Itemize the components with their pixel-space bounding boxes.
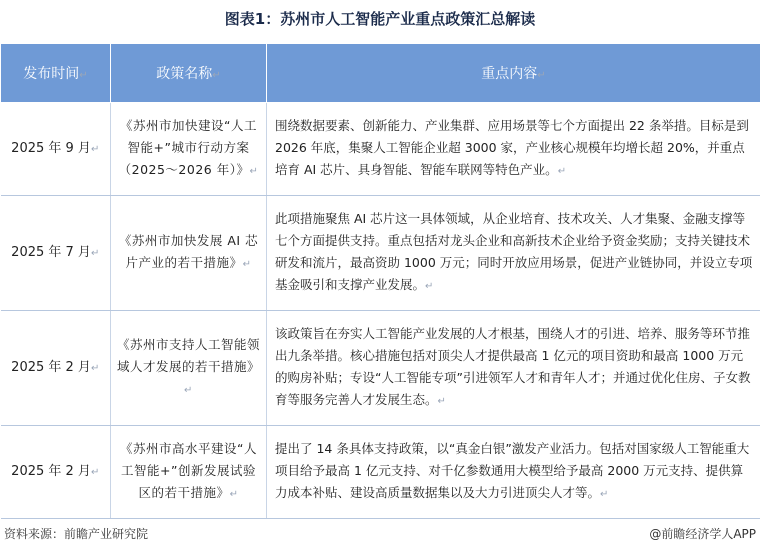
key-content-cell: 提出了 14 条具体支持政策，以“真金白银”激发产业活力。包括对国家级人工智能重大项目给予最高 1 亿元支持、对千亿参数通用大模型给予最高 2000 万元支持、提供算力成本补贴、建设高质量数据集以及大力引进顶尖人才等。↵ <box>267 426 760 519</box>
header-release-date: 发布时间↵ <box>1 44 111 103</box>
release-date-cell: 2025 年 2 月↵ <box>1 311 111 426</box>
header-key-content: 重点内容↵ <box>267 44 760 103</box>
release-date-cell: 2025 年 9 月↵ <box>1 103 111 196</box>
policy-name-cell: 《苏州市加快发展 AI 芯片产业的若干措施》↵ <box>111 196 267 311</box>
policy-table <box>0 43 760 519</box>
key-content-cell: 此项措施聚焦 AI 芯片这一具体领域，从企业培育、技术攻关、人才集聚、金融支撑等七个方面提供支持。重点包括对龙头企业和高新技术企业给予资金奖励；支持关键技术研发和流片，最高资助 1000 万元；同时开放应用场景，促进产业链协同，并设立专项基金吸引和支撑产业发展。↵ <box>267 196 760 311</box>
figure-title: 图表1：苏州市人工智能产业重点政策汇总解读 <box>224 10 536 28</box>
table-row <box>1 311 760 426</box>
table-row <box>1 426 760 519</box>
table-header-row <box>1 44 760 103</box>
policy-name-cell: 《苏州市支持人工智能领域人才发展的若干措施》↵ <box>111 311 267 426</box>
key-content-cell: 围绕数据要素、创新能力、产业集群、应用场景等七个方面提出 22 条举措。目标是到 2026 年底，集聚人工智能企业超 3000 家，产业核心规模年均增长超 20%，并重点培育 AI 芯片、具身智能、智能车联网等特色产业。↵ <box>267 103 760 196</box>
table-row <box>1 196 760 311</box>
release-date-cell: 2025 年 2 月↵ <box>1 426 111 519</box>
policy-name-cell: 《苏州市加快建设“人工智能+”城市行动方案（2025～2026 年）》↵ <box>111 103 267 196</box>
policy-name-cell: 《苏州市高水平建设“人工智能+”创新发展试验区的若干措施》↵ <box>111 426 267 519</box>
release-date-cell: 2025 年 7 月↵ <box>1 196 111 311</box>
key-content-cell: 该政策旨在夯实人工智能产业发展的人才根基，围绕人才的引进、培养、服务等环节推出九条举措。核心措施包括对顶尖人才提供最高 1 亿元的项目资助和最高 1000 万元的购房补贴；专设“人工智能专项”引进领军人才和青年人才；并通过优化住房、子女教育等服务完善人才发展生态。↵ <box>267 311 760 426</box>
header-policy-name: 政策名称↵ <box>111 44 267 103</box>
source-note: 资料来源：前瞻产业研究院 <box>4 527 149 541</box>
paragraph-mark-icon: ↵ <box>79 70 88 81</box>
table-row <box>1 103 760 196</box>
paragraph-mark-icon: ↵ <box>537 70 546 81</box>
brand-credit: @前瞻经济学人APP <box>649 527 756 541</box>
paragraph-mark-icon: ↵ <box>212 70 221 81</box>
